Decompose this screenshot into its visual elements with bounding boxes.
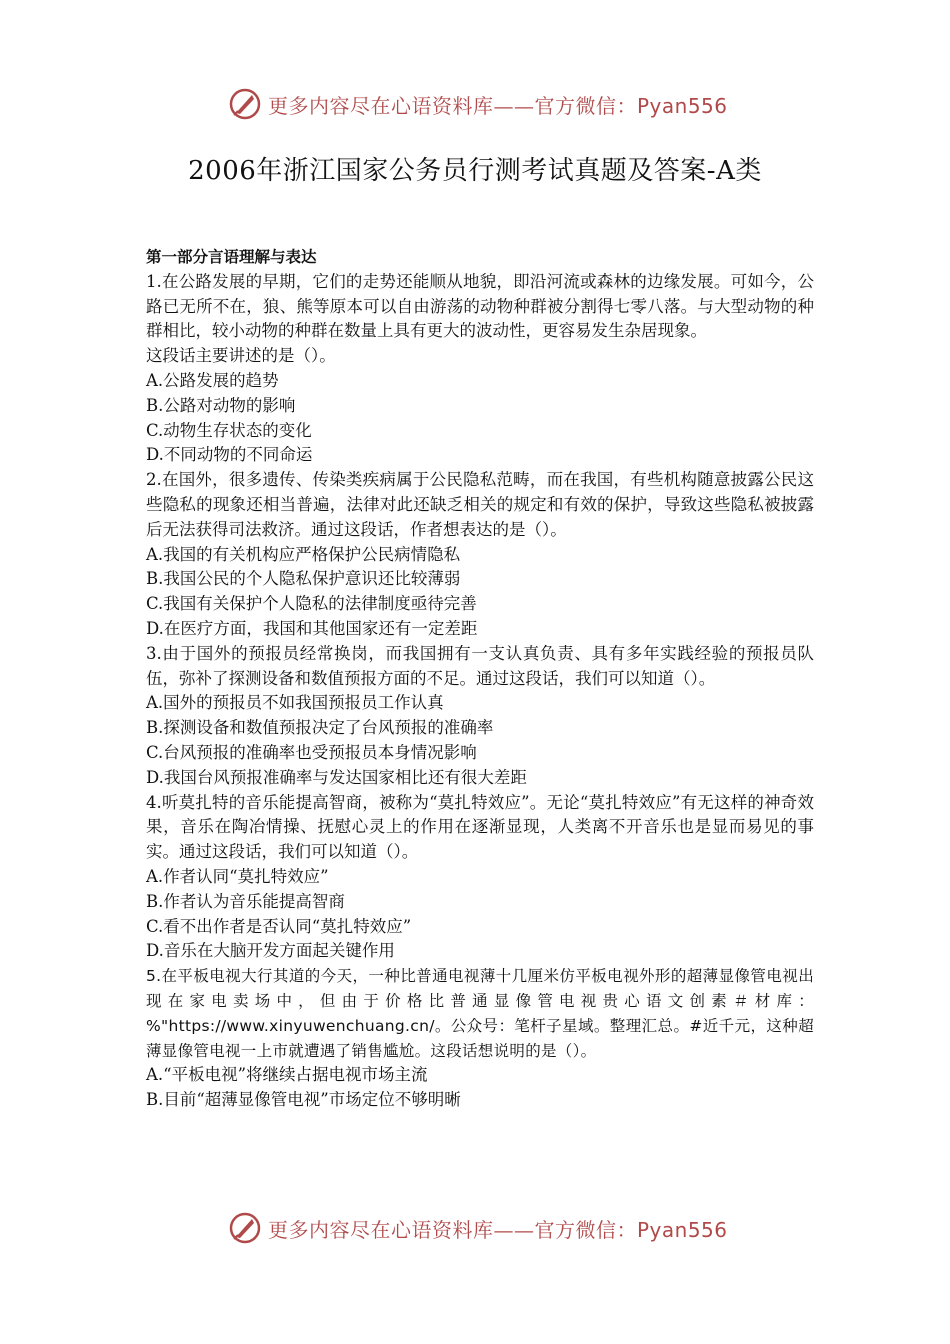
question-3-option-b: B.探测设备和数值预报决定了台风预报的准确率 [146,718,494,738]
question-2-option-c: C.我国有关保护个人隐私的法律制度亟待完善 [146,594,477,614]
question-3-option-c: C.台风预报的准确率也受预报员本身情况影响 [146,742,477,762]
banner-text [268,90,728,119]
question-2-stem: 2.在国外，很多遗传、传染类疾病属于公民隐私范畴，而在我国，有些机构随意披露公民这些隐私的现象还相当普遍，法律对此还缺乏相关的规定和有效的保护，导致这些隐私被披露后无法获得司法救济。通过这段话，作者想表达的是（）。 [146,470,814,539]
question-1-option-a: A.公路发展的趋势 [146,370,279,390]
banner-tail-text: 官方微信： [534,93,637,118]
question-3-option-d: D.我国台风预报准确率与发达国家相比还有很大差距 [146,767,527,787]
banner-tail-text: 官方微信： [534,1217,637,1242]
banner-separator: —— [493,1217,535,1242]
question-1-option-d: D.不同动物的不同命运 [146,445,313,465]
document-title: 2006年浙江国家公务员行测考试真题及答案-A类 [188,156,762,186]
section-heading: 第一部分言语理解与表达 [146,248,317,266]
question-2-option-a: A.我国的有关机构应严格保护公民病情隐私 [146,544,461,564]
question-4-option-d: D.音乐在大脑开发方面起关键作用 [146,941,395,961]
question-2-option-b: B.我国公民的个人隐私保护意识还比较薄弱 [146,569,461,589]
question-2-option-d: D.在医疗方面，我国和其他国家还有一定差距 [146,618,478,638]
question-4-stem: 4.听莫扎特的音乐能提高智商，被称为“莫扎特效应”。无论“莫扎特效应”有无这样的神奇效果，音乐在陶冶情操、抚慰心灵上的作用在逐渐显现，人类离不开音乐也是显而易见的事实。通过这段话，我们可以知道（）。 [146,792,814,862]
quill-logo-icon [228,1211,262,1245]
question-4-option-a: A.作者认同“莫扎特效应” [146,866,329,886]
banner-id: Pyan556 [637,1217,728,1242]
banner-main-text: 更多内容尽在心语资料库 [268,1217,494,1242]
footer-banner [228,1208,728,1248]
banner-separator: —— [493,93,535,118]
question-5-stem: 5.在平板电视大行其道的今天，一种比普通电视薄十几厘米仿平板电视外形的超薄显像管电视出现在家电卖场中，但由于价格比普通显像管电视贵心语文创素＃材库：%"https://www.xinyuwenchuang.cn/。公众号：笔杆子星域。整理汇总。#近千元，这种超薄显像管电视一上市就遭遇了销售尴尬。这段话想说明的是（）。 [146,967,814,1060]
question-1-prompt: 这段话主要讲述的是（）。 [146,346,336,366]
question-5-option-a: A.“平板电视”将继续占据电视市场主流 [146,1065,428,1085]
banner-main-text: 更多内容尽在心语资料库 [268,93,494,118]
banner-id: Pyan556 [637,93,728,118]
question-4-option-b: B.作者认为音乐能提高智商 [146,891,345,911]
header-banner [228,84,728,124]
question-1-option-c: C.动物生存状态的变化 [146,420,312,440]
question-3-option-a: A.国外的预报员不如我国预报员工作认真 [146,693,444,713]
question-3-stem: 3.由于国外的预报员经常换岗，而我国拥有一支认真负责、具有多年实践经验的预报员队伍，弥补了探测设备和数值预报方面的不足。通过这段话，我们可以知道（）。 [146,643,814,688]
banner-text [268,1214,728,1243]
question-5-option-b: B.目前“超薄显像管电视”市场定位不够明晰 [146,1090,461,1110]
quill-logo-icon [228,87,262,121]
question-1-stem: 1.在公路发展的早期，它们的走势还能顺从地貌，即沿河流或森林的边缘发展。可如今，公路已无所不在，狼、熊等原本可以自由游荡的动物种群被分割得七零八落。与大型动物的种群相比，较小动物的种群在数量上具有更大的波动性，更容易发生杂居现象。 [146,271,814,341]
question-4-option-c: C.看不出作者是否认同“莫扎特效应” [146,916,412,936]
question-1-option-b: B.公路对动物的影响 [146,395,296,415]
document-body [146,245,814,1113]
